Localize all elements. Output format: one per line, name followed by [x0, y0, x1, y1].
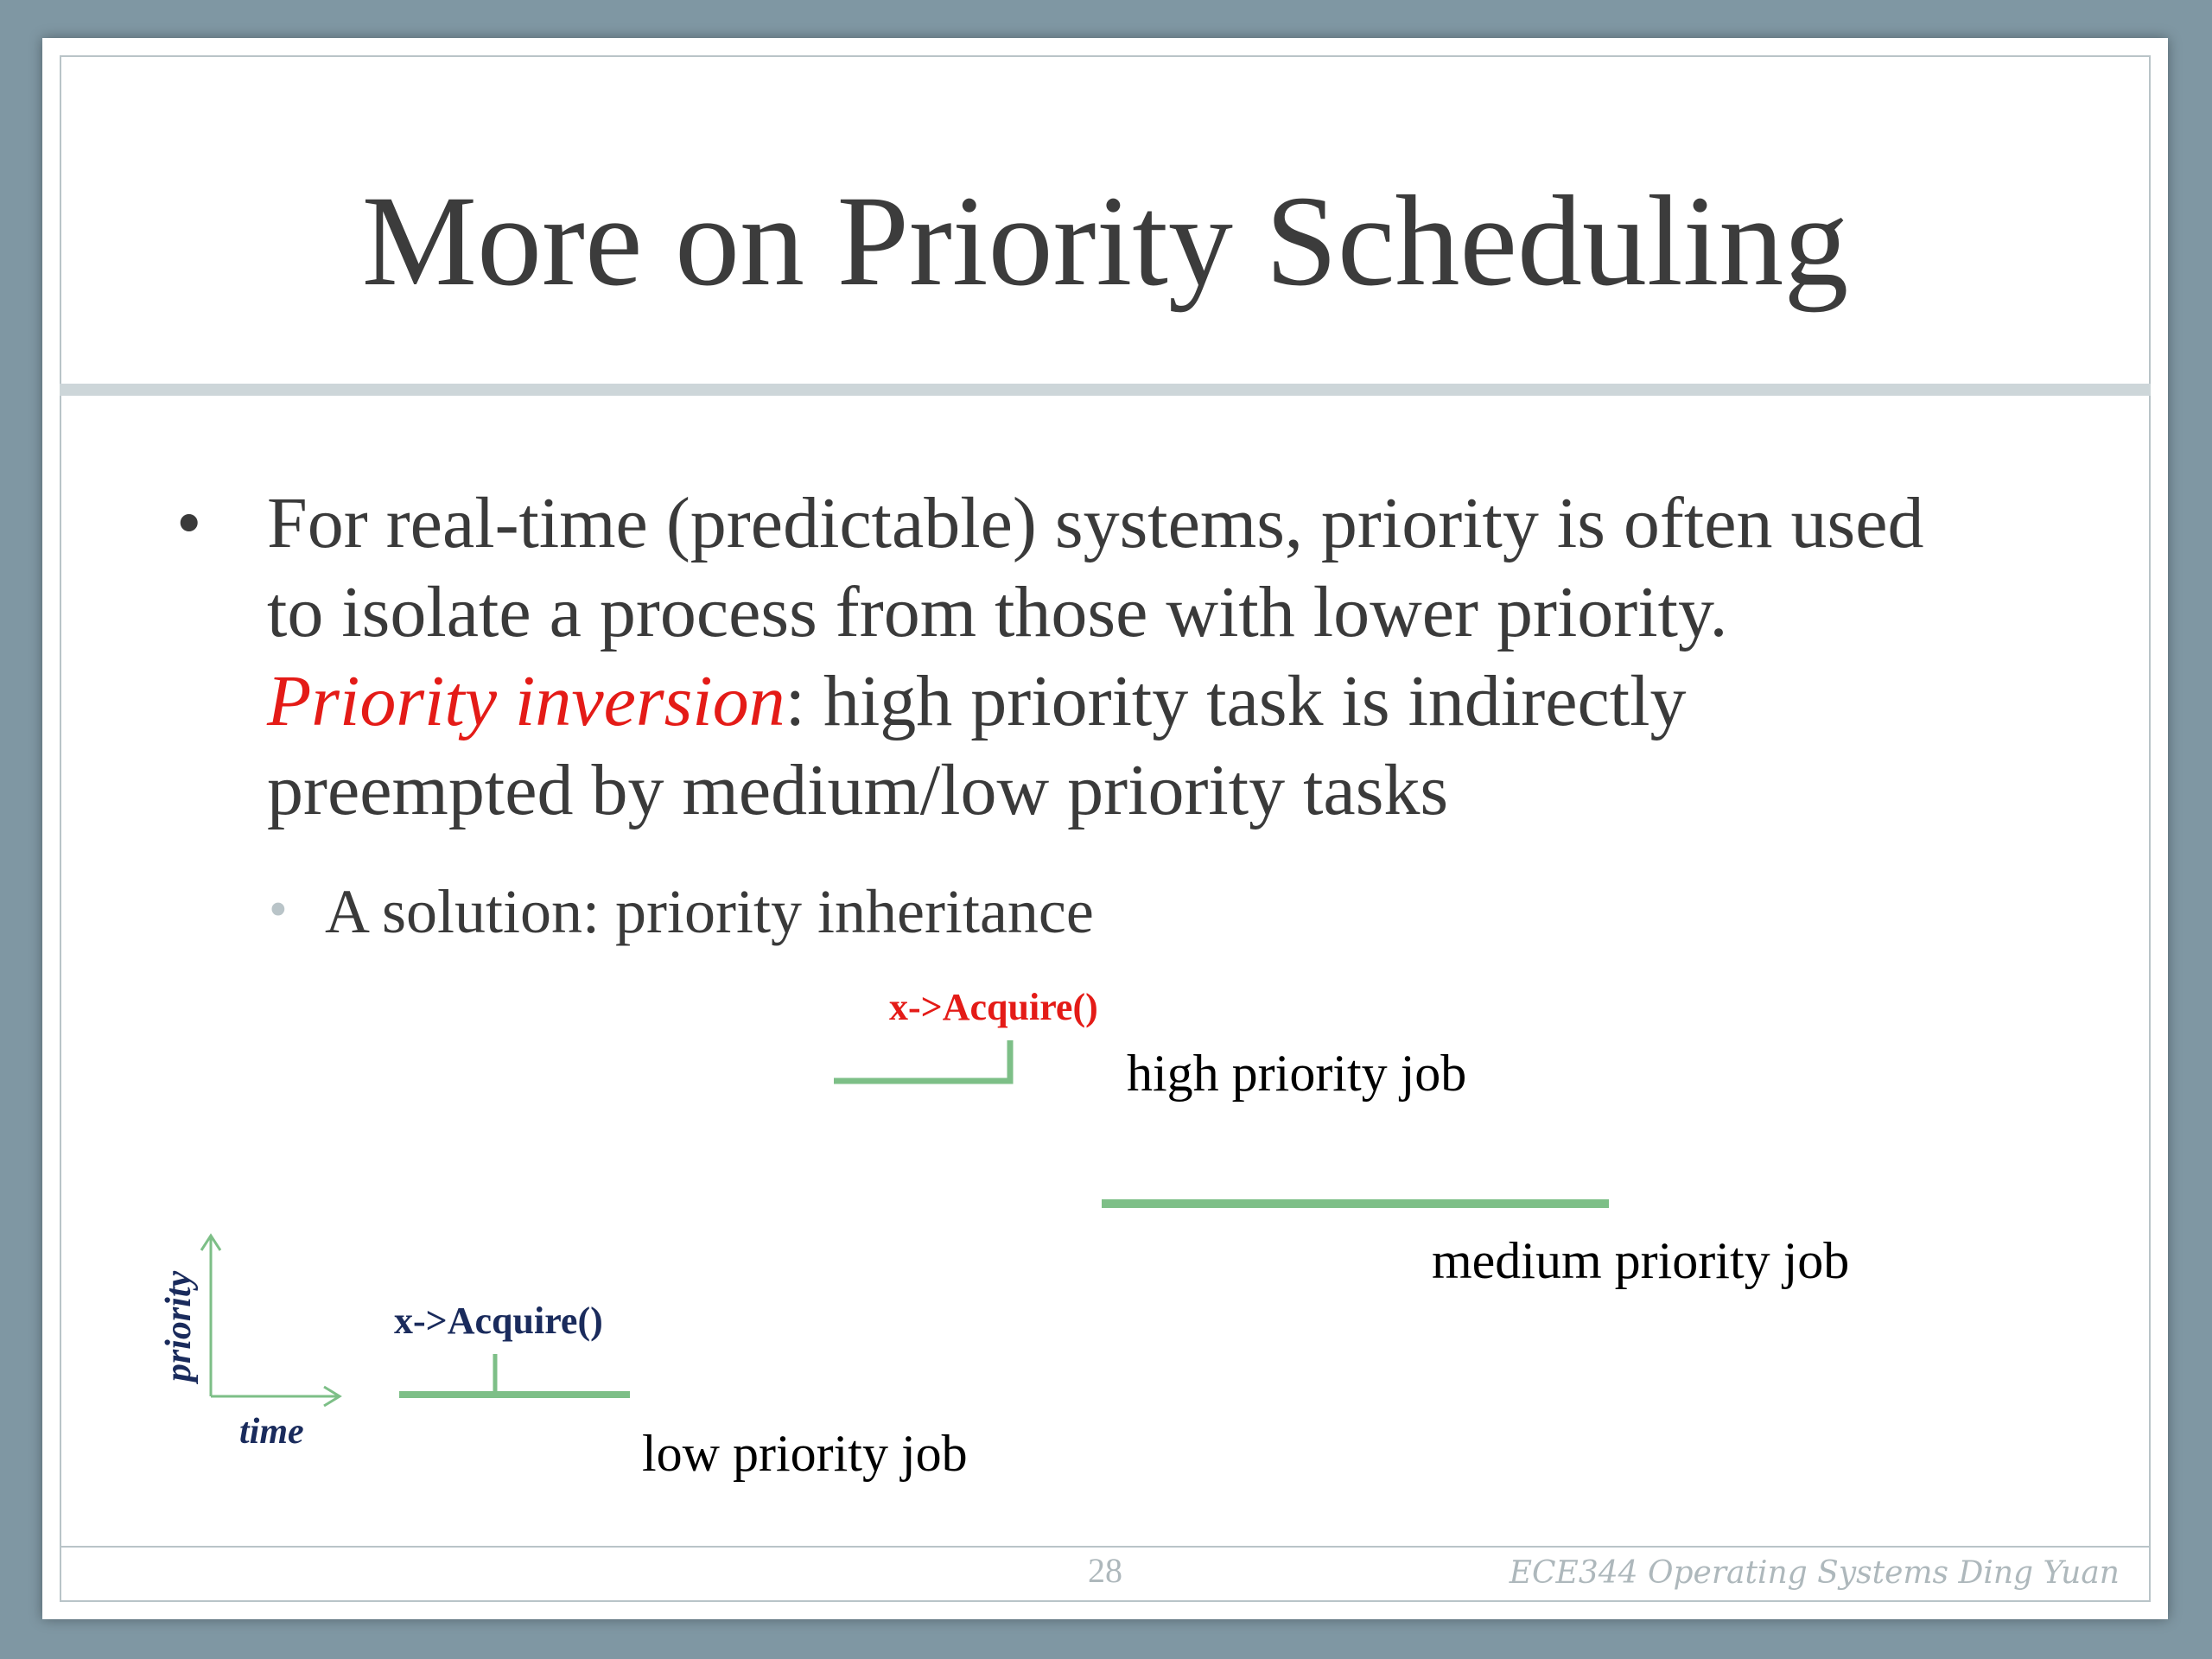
high-job-label: high priority job	[1127, 1045, 1467, 1102]
low-job-label: low priority job	[642, 1425, 968, 1482]
high-job-line	[834, 1040, 1010, 1081]
low-acquire-label: x->Acquire()	[394, 1300, 603, 1342]
priority-axis-label: priority	[159, 1270, 200, 1382]
slide-title: More on Priority Scheduling	[361, 169, 1849, 313]
priority-inversion-term: Priority inversion	[267, 661, 785, 741]
medium-job-label: medium priority job	[1432, 1232, 1850, 1289]
slide-number: 28	[1088, 1551, 1122, 1590]
sub-bullet-marker: •	[269, 880, 288, 939]
main-bullet-text-before: For real-time (predictable) systems, priority is often used to isolate a process from those with lower priority.	[267, 483, 1924, 652]
slide	[42, 38, 2168, 1619]
bullet-marker: •	[176, 483, 202, 563]
main-bullet-text-after: : high priority task is indirectly preempted by medium/low priority tasks	[267, 661, 1687, 830]
priority-inversion-diagram	[42, 38, 2168, 1619]
sub-bullet-text: A solution: priority inheritance	[325, 877, 1094, 946]
footer-credit: ECE344 Operating Systems Ding Yuan	[1509, 1555, 2120, 1591]
high-acquire-label: x->Acquire()	[889, 986, 1098, 1028]
time-axis-label: time	[239, 1412, 304, 1452]
